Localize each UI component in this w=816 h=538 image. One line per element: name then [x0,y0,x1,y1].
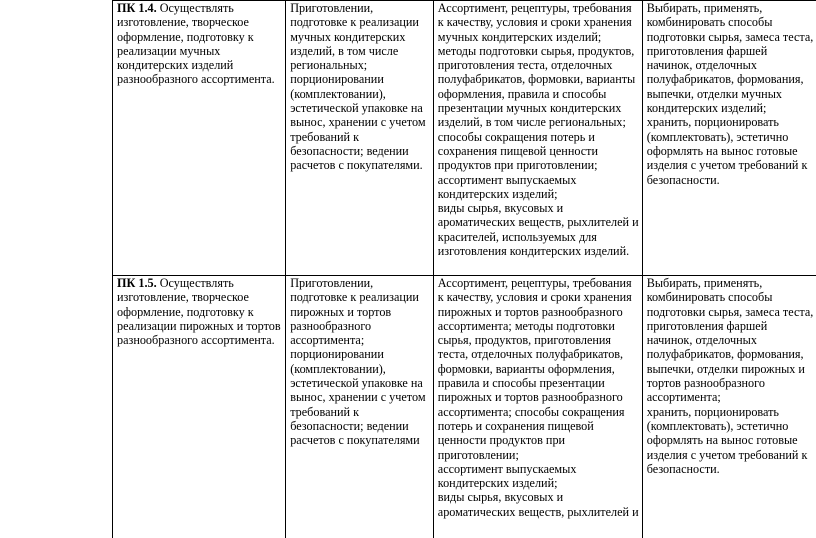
practical-experience-cell [286,276,434,538]
skills-cell [642,1,816,276]
knowledge-cell [433,276,642,538]
skills-text: Выбирать, применять, комбинировать способы подготовки сырья, замеса теста, приготовления фаршей начинок, отделочных полуфабрикатов, формования, выпечки, отделки пирожных и тортов разнообразного ассортимента; хранить, порционировать (комплектовать), эстетично оформлять на вынос готовые изделия с учетом требований к безопасности. [646,276,814,476]
competency-table [112,0,816,538]
competency-cell [113,1,286,276]
competency-text: Осуществлять изготовление, творческое оформление, подготовку к реализации мучных кондитерских изделий разнообразного ассортимента. [117,1,275,87]
knowledge-text: Ассортимент, рецептуры, требования к качеству, условия и сроки хранения мучных кондитерских изделий; методы подготовки сырья, продуктов, приготовления теста, отделочных полуфабрикатов, формовки, варианты оформления, правила и способы презентации мучных кондитерских изделий, в том числе региональных; способы сокращения потерь и сохранения пищевой ценности продуктов при приготовлении; ассортимент выпускаемых кондитерских изделий; виды сырья, вкусовых и ароматических веществ, рыхлителей и красителей, используемых для изготовления кондитерских изделий. [437,1,639,259]
skills-cell [642,276,816,538]
skills-text: Выбирать, применять, комбинировать способы подготовки сырья, замеса теста, приготовления фаршей начинок, отделочных полуфабрикатов, формования, выпечки, отделки мучных кондитерских изделий; хранить, порционировать (комплектовать), эстетично оформлять на вынос готовые изделия с учетом требований к безопасности. [646,1,814,187]
competency-code: ПК 1.5. [117,276,157,290]
knowledge-cell [433,1,642,276]
competency-text: Осуществлять изготовление, творческое оформление, подготовку к реализации пирожных и тортов разнообразного ассортимента. [117,276,281,348]
knowledge-text: Ассортимент, рецептуры, требования к качеству, условия и сроки хранения пирожных и тортов разнообразного ассортимента; методы подготовки сырья, продуктов, приготовления теста, отделочных полуфабрикатов, формовки, варианты оформления, правила и способы презентации пирожных и тортов разнообразного ассортимента; способы сокращения потерь и сохранения пищевой ценности продуктов при приготовлении; ассортимент выпускаемых кондитерских изделий; виды сырья, вкусовых и ароматических веществ, рыхлителей и [437,276,639,519]
practical-experience-cell [286,1,434,276]
competency-code: ПК 1.4. [117,1,157,15]
table-row [113,1,816,276]
table-row [113,276,816,538]
practical-experience-text: Приготовлении, подготовке к реализации мучных кондитерских изделий, в том числе региональных; порционировании (комплектовании), эстетической упаковке на вынос, хранении с учетом требований к безопасности; ведении расчетов с покупателями. [290,1,426,173]
competency-cell [113,276,286,538]
practical-experience-text: Приготовлении, подготовке к реализации пирожных и тортов разнообразного ассортимента; порционировании (комплектовании), эстетической упаковке на вынос, хранении с учетом требований к безопасности; ведении расчетов с покупателями [290,276,426,448]
